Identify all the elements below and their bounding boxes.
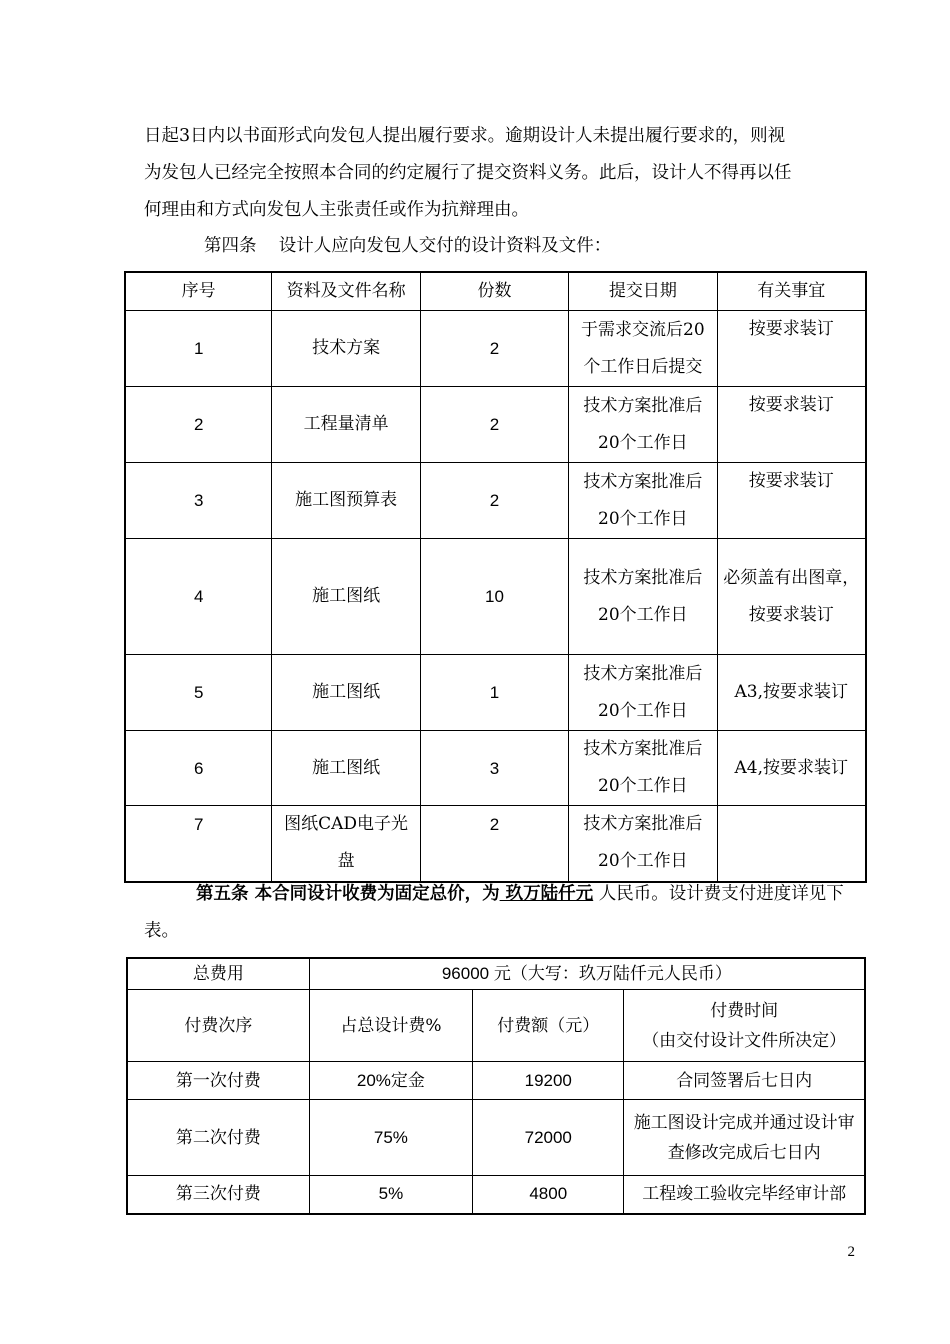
total-label: 总费用: [127, 958, 309, 990]
table-row: [125, 655, 866, 731]
article-5-amount: 玖万陆仟元: [499, 884, 594, 904]
total-value: 96000 元（大写：玖万陆仟元人民币）: [309, 958, 865, 990]
table-row: [125, 311, 866, 387]
payment-order: 第二次付费: [127, 1100, 309, 1176]
copies: 2: [420, 311, 568, 387]
doc-name: 图纸CAD电子光盘: [272, 806, 420, 882]
intro-line: 日起3日内以书面形式向发包人提出履行要求。逾期设计人未提出履行要求的，则视: [144, 126, 786, 146]
payment-row: [127, 1100, 865, 1176]
col-header-time: [624, 990, 865, 1062]
submit-date: 技术方案批准后20个工作日: [569, 463, 717, 539]
payment-percent: 20%定金: [309, 1062, 472, 1100]
row-number: 2: [125, 387, 272, 463]
col-header: 有关事宜: [717, 272, 866, 311]
col-header: 资料及文件名称: [272, 272, 420, 311]
copies: 2: [420, 387, 568, 463]
col-header: 付费次序: [127, 990, 309, 1062]
article-4-number: 第四条: [204, 236, 257, 256]
doc-name: 施工图纸: [272, 539, 420, 655]
time-header-line1: 付费时间: [710, 1000, 779, 1021]
table-row: [125, 463, 866, 539]
total-row: [127, 958, 865, 990]
payment-order: 第一次付费: [127, 1062, 309, 1100]
intro-paragraph: [144, 118, 849, 229]
doc-name: 技术方案: [272, 311, 420, 387]
payment-row: [127, 1062, 865, 1100]
row-number: 7: [125, 806, 272, 882]
notes: 按要求装订: [717, 387, 866, 463]
copies: 10: [420, 539, 568, 655]
notes: A4,按要求装订: [717, 731, 866, 806]
submit-date: 技术方案批准后20个工作日: [569, 731, 717, 806]
submit-date: 于需求交流后20个工作日后提交: [569, 311, 717, 387]
payment-table: [126, 957, 866, 1215]
payment-percent: 75%: [309, 1100, 472, 1176]
notes: 必须盖有出图章，按要求装订: [717, 539, 866, 655]
notes: A3,按要求装订: [717, 655, 866, 731]
time-header-line2: （由交付设计文件所决定）: [642, 1030, 847, 1051]
payment-amount: 72000: [473, 1100, 624, 1176]
doc-name: 施工图纸: [272, 655, 420, 731]
copies: 1: [420, 655, 568, 731]
col-header: 序号: [125, 272, 272, 311]
article-4-heading: [204, 228, 611, 265]
submit-date: 技术方案批准后20个工作日: [569, 387, 717, 463]
payment-amount: 4800: [473, 1176, 624, 1214]
page-number: 2: [847, 1244, 855, 1260]
intro-line: 为发包人已经完全按照本合同的约定履行了提交资料义务。此后，设计人不得再以任: [144, 163, 792, 183]
submit-date: 技术方案批准后20个工作日: [569, 539, 717, 655]
payment-order: 第三次付费: [127, 1176, 309, 1214]
row-number: 6: [125, 731, 272, 806]
copies: 2: [420, 806, 568, 882]
payment-header-row: [127, 990, 865, 1062]
doc-name: 工程量清单: [272, 387, 420, 463]
table-row: [125, 806, 866, 882]
article-5-lead: 第五条 本合同设计收费为固定总价，为: [196, 884, 500, 904]
table-row: [125, 387, 866, 463]
notes: 按要求装订: [717, 311, 866, 387]
table-row: [125, 731, 866, 806]
intro-line: 何理由和方式向发包人主张责任或作为抗辩理由。: [144, 200, 529, 220]
article-5-tail: 人民币。设计费支付进度详见下表。: [144, 884, 844, 941]
row-number: 5: [125, 655, 272, 731]
article-5-paragraph: [144, 876, 849, 950]
notes: [717, 806, 866, 882]
row-number: 4: [125, 539, 272, 655]
col-header: 提交日期: [569, 272, 717, 311]
table-header-row: [125, 272, 866, 311]
copies: 3: [420, 731, 568, 806]
col-header: 占总设计费%: [309, 990, 472, 1062]
col-header: 付费额（元）: [473, 990, 624, 1062]
payment-time: 工程竣工验收完毕经审计部: [624, 1176, 865, 1214]
row-number: 3: [125, 463, 272, 539]
submit-date: 技术方案批准后20个工作日: [569, 655, 717, 731]
col-header: 份数: [420, 272, 568, 311]
table-row: [125, 539, 866, 655]
payment-time: 合同签署后七日内: [624, 1062, 865, 1100]
doc-name: 施工图纸: [272, 731, 420, 806]
submit-date: 技术方案批准后20个工作日: [569, 806, 717, 882]
payment-amount: 19200: [473, 1062, 624, 1100]
copies: 2: [420, 463, 568, 539]
row-number: 1: [125, 311, 272, 387]
doc-name: 施工图预算表: [272, 463, 420, 539]
payment-percent: 5%: [309, 1176, 472, 1214]
notes: 按要求装订: [717, 463, 866, 539]
payment-time: 施工图设计完成并通过设计审查修改完成后七日内: [624, 1100, 865, 1176]
deliverables-table: [124, 271, 867, 883]
article-4-text: 设计人应向发包人交付的设计资料及文件：: [278, 236, 612, 256]
payment-row: [127, 1176, 865, 1214]
